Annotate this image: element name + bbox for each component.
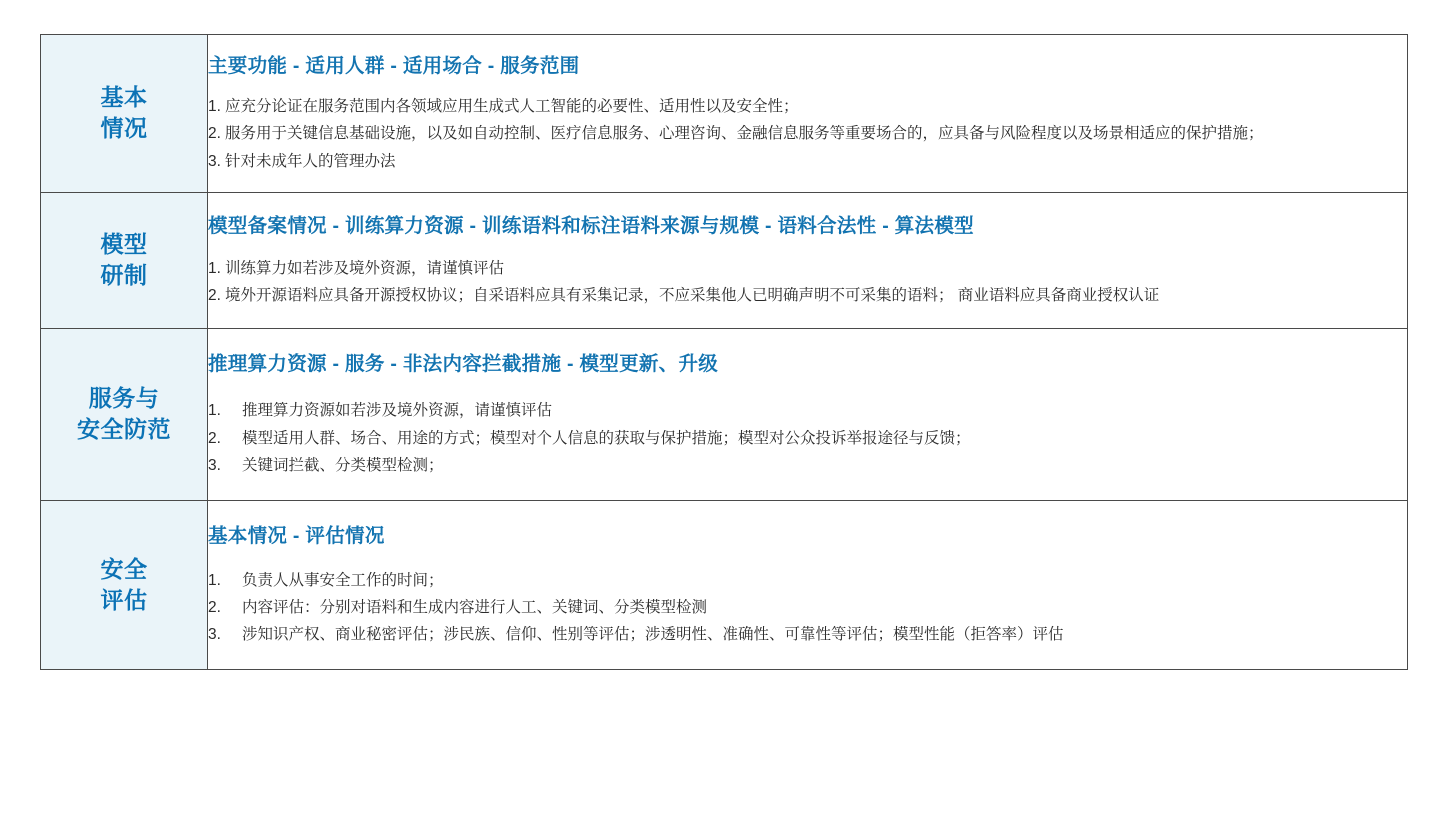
row-content-safety-assessment <box>208 500 1408 670</box>
row-heading: 主要功能 - 适用人群 - 适用场合 - 服务范围 <box>208 55 580 77</box>
list-item-text: 关键词拦截、分类模型检测； <box>242 456 444 474</box>
category-line: 评估 <box>100 587 148 614</box>
list-item-number: 1. <box>208 572 221 590</box>
table-row <box>41 35 1408 193</box>
table-row <box>41 500 1408 670</box>
list-item <box>208 256 1407 281</box>
list-item-text: 推理算力资源如若涉及境外资源，请谨慎评估 <box>242 402 553 420</box>
category-line: 服务与 <box>88 385 160 412</box>
category-line: 模型 <box>100 231 148 258</box>
list-item-text: 负责人从事安全工作的时间； <box>242 572 444 590</box>
list-item-number: 3. <box>208 626 221 644</box>
list-item-number: 1. <box>208 402 221 420</box>
row-content-basic <box>208 35 1408 193</box>
row-category-basic <box>41 35 208 193</box>
list-item-number: 3. <box>208 456 221 474</box>
requirements-table <box>40 34 1408 670</box>
category-line: 基本 <box>100 84 148 111</box>
list-item <box>208 622 1407 647</box>
list-item <box>208 149 1407 174</box>
list-item <box>208 94 1407 119</box>
list-item <box>208 595 1407 620</box>
category-line: 安全防范 <box>77 416 171 443</box>
list-item-text: 涉知识产权、商业秘密评估；涉民族、信仰、性别等评估；涉透明性、准确性、可靠性等评估；模型性能（拒答率）评估 <box>242 626 1064 644</box>
list-item-text: 应充分论证在服务范围内各领域应用生成式人工智能的必要性、适用性以及安全性； <box>224 98 799 116</box>
category-line: 研制 <box>100 262 148 289</box>
list-item-text: 模型适用人群、场合、用途的方式；模型对个人信息的获取与保护措施；模型对公众投诉举报途径与反馈； <box>242 429 971 447</box>
requirements-table-wrapper <box>40 34 1408 670</box>
list-item-text: 训练算力如若涉及境外资源，请谨慎评估 <box>224 259 504 277</box>
list-item <box>208 453 1407 478</box>
category-line: 安全 <box>100 556 148 583</box>
list-item <box>208 121 1407 146</box>
list-item <box>208 568 1407 593</box>
category-line: 情况 <box>100 115 148 142</box>
row-heading: 基本情况 - 评估情况 <box>208 524 385 547</box>
list-item <box>208 426 1407 451</box>
list-item-number: 2. <box>208 429 221 447</box>
list-item <box>208 283 1407 308</box>
list-item-number: 2. <box>208 599 221 617</box>
list-item-text: 针对未成年人的管理办法 <box>224 152 396 170</box>
list-item <box>208 398 1407 423</box>
table-row <box>41 192 1408 329</box>
row-heading: 推理算力资源 - 服务 - 非法内容拦截措施 - 模型更新、升级 <box>208 353 719 376</box>
row-item-list <box>208 256 1407 308</box>
list-item-number: 1. <box>208 259 221 277</box>
row-item-list <box>208 398 1407 477</box>
row-heading: 模型备案情况 - 训练算力资源 - 训练语料和标注语料来源与规模 - 语料合法性 - 算法模型 <box>208 214 974 237</box>
list-item-number: 2. <box>208 287 221 305</box>
row-item-list <box>208 94 1407 173</box>
list-item-number: 1. <box>208 98 221 116</box>
row-content-model <box>208 192 1408 329</box>
list-item-text: 内容评估：分别对语料和生成内容进行人工、关键词、分类模型检测 <box>242 599 708 617</box>
list-item-text: 服务用于关键信息基础设施，以及如自动控制、医疗信息服务、心理咨询、金融信息服务等重要场合的，应具备与风险程度以及场景相适应的保护措施； <box>224 125 1264 143</box>
row-item-list <box>208 568 1407 647</box>
list-item-number: 3. <box>208 152 221 170</box>
table-row <box>41 329 1408 501</box>
row-category-safety-assessment <box>41 500 208 670</box>
list-item-number: 2. <box>208 125 221 143</box>
list-item-text: 境外开源语料应具备开源授权协议；自采语料应具有采集记录，不应采集他人已明确声明不可采集的语料； 商业语料应具备商业授权认证 <box>224 287 1160 305</box>
row-content-service-safety <box>208 329 1408 501</box>
row-category-service-safety <box>41 329 208 501</box>
row-category-model <box>41 192 208 329</box>
